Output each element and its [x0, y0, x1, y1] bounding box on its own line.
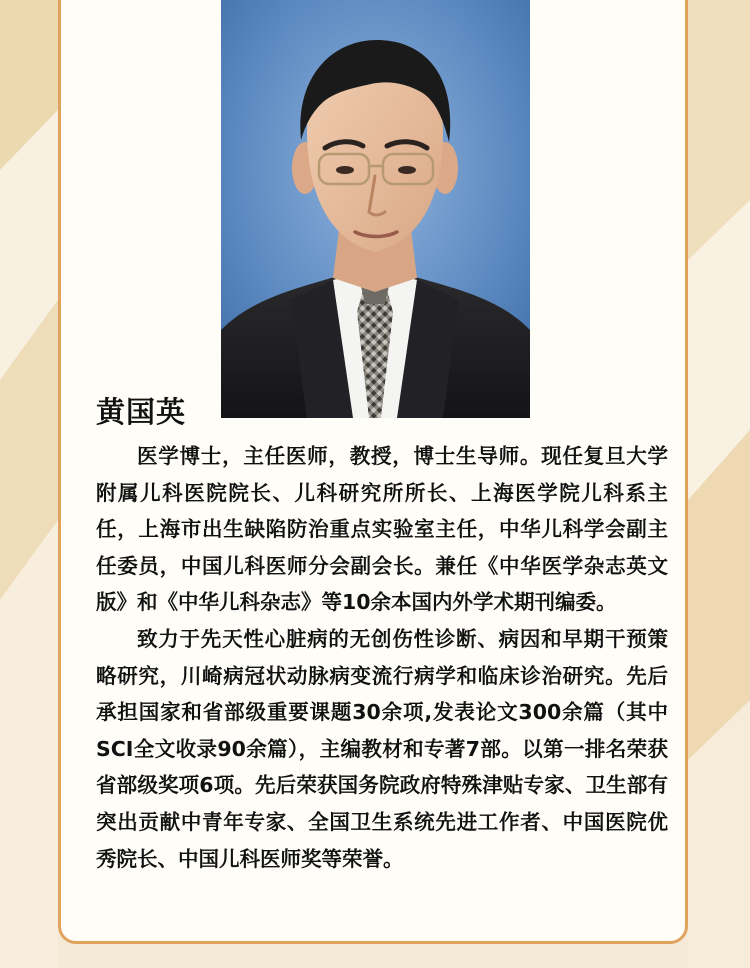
- bio-paragraph-2: 致力于先天性心脏病的无创伤性诊断、病因和早期干预策略研究，川崎病冠状动脉病变流行病学和临床诊治研究。先后承担国家和省部级重要课题30余项,发表论文300余篇（其中SCI全文收录90余篇），主编教材和专著7部。以第一排名荣获省部级奖项6项。先后荣获国务院政府特殊津贴专家、卫生部有突出贡献中青年专家、全国卫生系统先进工作者、中国医院优秀院长、中国儿科医师奖等荣誉。: [96, 626, 668, 871]
- portrait-photo: [221, 0, 530, 418]
- bio-paragraph-1: 医学博士，主任医师，教授，博士生导师。现任复旦大学附属儿科医院院长、儿科研究所所长、上海医学院儿科系主任，上海市出生缺陷防治重点实验室主任，中华儿科学会副主任委员，中国儿科医师分会副会长。兼任《中华医学杂志英文版》和《中华儿科杂志》等10余本国内外学术期刊编委。: [96, 444, 668, 615]
- biography: [96, 438, 668, 877]
- person-name: 黄国英: [96, 395, 187, 429]
